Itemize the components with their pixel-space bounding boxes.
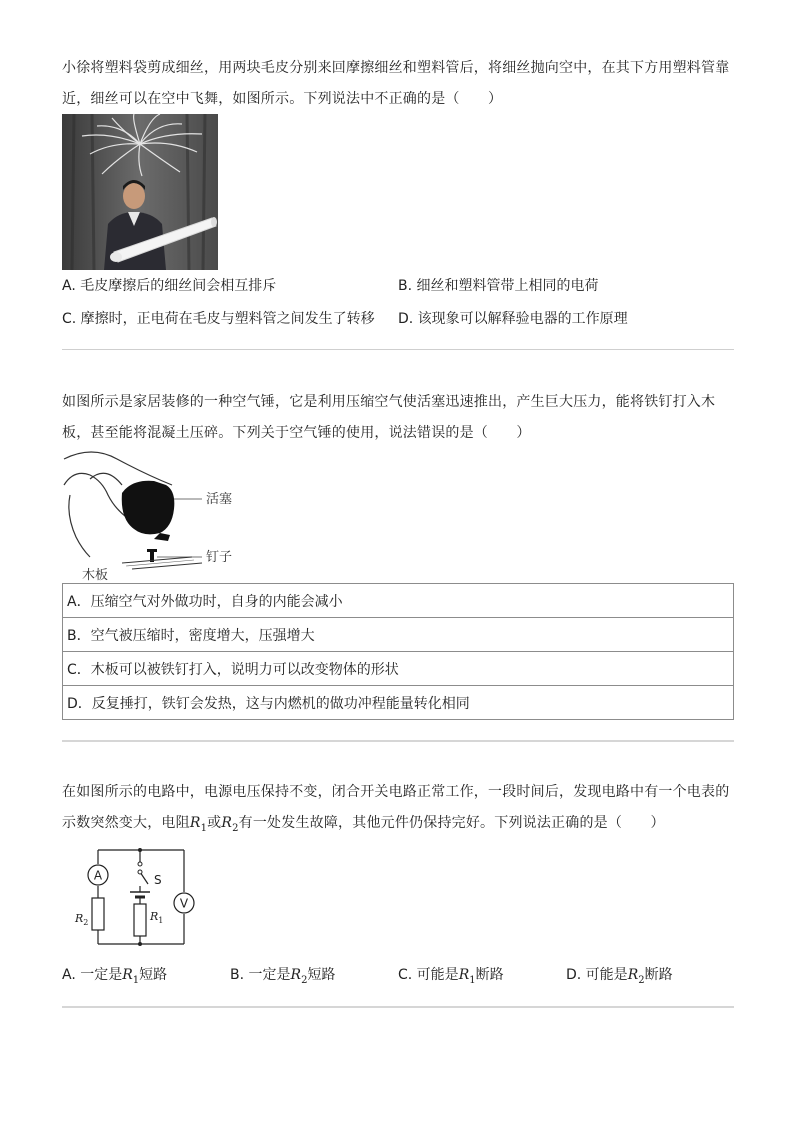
figure-label-board: 木板 xyxy=(82,568,109,583)
q3-stem-or: 或 xyxy=(207,815,222,831)
q3-option-c[interactable]: C. 可能是$R_1$断路 xyxy=(398,967,504,986)
circuit-r1-label: $R_1$ xyxy=(150,910,164,925)
q1-stem: 小徐将塑料袋剪成细丝，用两块毛皮分别来回摩擦细丝和塑料管后，将细丝抛向空中，在其下方用塑料管靠近，细丝可以在空中飞舞，如图所示。下列说法中不正确的是（ ） xyxy=(62,60,730,107)
q2-options-table xyxy=(62,583,734,720)
q1-option-a[interactable]: A. 毛皮摩擦后的细丝间会相互排斥 xyxy=(62,278,277,294)
q2-stem: 如图所示是家居装修的一种空气锤，它是利用压缩空气使活塞迅速推出，产生巨大压力，能将铁钉打入木板，甚至能将混凝土压碎。下列关于空气锤的使用，说法错误的是（ ） xyxy=(62,394,716,441)
circuit-r2-label: $R_2$ xyxy=(75,912,89,927)
separator-2 xyxy=(62,740,734,742)
q2-option-a[interactable]: A．压缩空气对外做功时，自身的内能会减小 xyxy=(63,584,734,618)
q3-option-a[interactable]: A. 一定是$R_1$短路 xyxy=(62,967,168,986)
separator-1 xyxy=(62,349,734,350)
q2-option-b[interactable]: B．空气被压缩时，密度增大，压强增大 xyxy=(63,618,734,652)
q3-option-d[interactable]: D. 可能是$R_2$断路 xyxy=(566,967,673,986)
q3-stem-text-1: 在如图所示的电路中，电源电压保持不变，闭合开关电路正常工作，一段时间后，发现电路中有一个电表的示数突然变大，电阻 xyxy=(62,784,730,831)
q3-symbol-r1: $R_1$ xyxy=(189,815,208,834)
q3-stem-text-2: 有一处发生故障，其他元件仍保持完好。下列说法正确的是（ ） xyxy=(238,815,665,831)
q1-option-d[interactable]: D. 该现象可以解释验电器的工作原理 xyxy=(398,311,628,327)
q2-figure-air-hammer xyxy=(62,445,262,583)
figure-label-nail: 钉子 xyxy=(206,550,233,565)
q1-option-b[interactable]: B. 细丝和塑料管带上相同的电荷 xyxy=(398,278,599,294)
separator-3 xyxy=(62,1006,734,1008)
circuit-ammeter-label: A xyxy=(93,868,103,883)
q3-symbol-r2: $R_2$ xyxy=(221,815,239,834)
q3-stem xyxy=(62,777,734,844)
circuit-voltmeter-label: V xyxy=(179,896,189,911)
q2-option-d[interactable]: D．反复捶打，铁钉会发热，这与内燃机的做功冲程能量转化相同 xyxy=(63,686,734,720)
q1-photo-plastic-strands xyxy=(62,114,218,270)
q3-circuit-diagram xyxy=(70,842,200,954)
q2-option-c[interactable]: C．木板可以被铁钉打入，说明力可以改变物体的形状 xyxy=(63,652,734,686)
circuit-switch-label: S xyxy=(154,873,162,887)
figure-label-piston: 活塞 xyxy=(206,492,233,507)
q3-option-b[interactable]: B. 一定是$R_2$短路 xyxy=(230,967,336,986)
q1-option-c[interactable]: C. 摩擦时，正电荷在毛皮与塑料管之间发生了转移 xyxy=(62,311,375,327)
